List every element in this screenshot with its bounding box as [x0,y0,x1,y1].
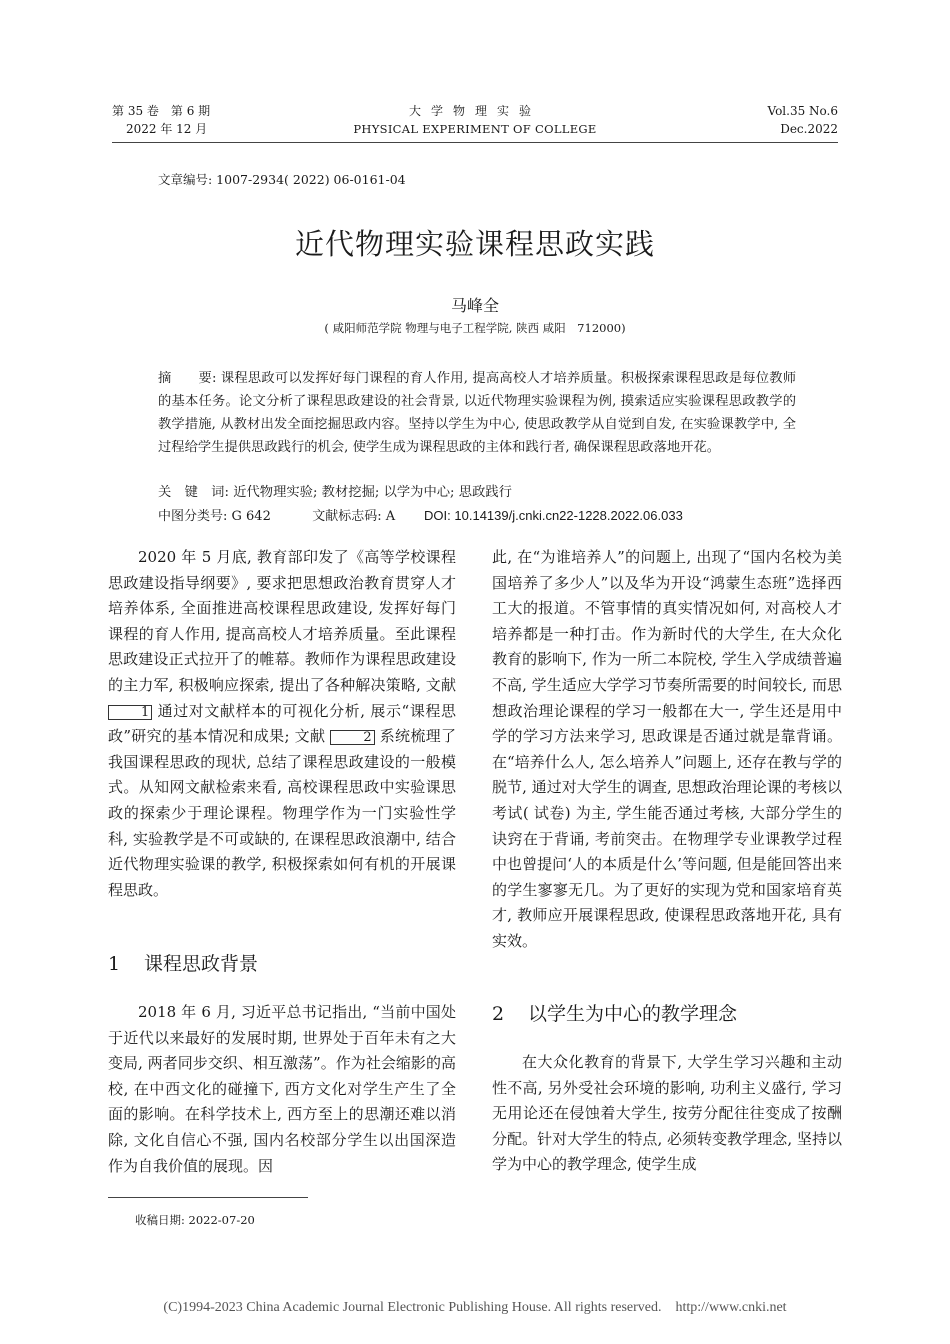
citation-2[interactable]: 2 [330,730,374,745]
received-date: 收稿日期: 2022-07-20 [135,1213,255,1227]
section-1-paragraph: 2018 年 6 月, 习近平总书记指出, “当前中国处于近代以来最好的发展时期, 世界处于百年未有之大变局, 两者同步交织、相互激荡”。作为社会缩影的高校, 在中西文化的碰撞下, 西方文化对学生产生了全面的影响。在科学技术上, 西方至上的思潮还难以消除, 文化自信心不强, 国内名校部分学生以出国深造作为自我价值的展现。因 [108,1003,456,1175]
classification-line [158,504,818,528]
section-2-number: 2 [492,1003,505,1025]
header-vol-no: Vol.35 No.6 [767,104,838,118]
abstract [158,367,796,459]
abstract-text: 课程思政可以发挥好每门课程的育人作用, 提高高校人才培养质量。积极探索课程思政是每位教师的基本任务。论文分析了课程思政建设的社会背景, 以近代物理实验课程为例, 摸索适应实验课程思政教学的教学措施, 从教材出发全面挖掘思政内容。坚持以学生为中心, 使思政教学从自觉到自发, 在实验课教学中, 全过程给学生提供思政践行的机会, 使学生成为课程思政的主体和践行者, 确保课程思政落地开花。 [158,371,796,455]
clc-label: 中图分类号: [158,509,228,524]
intro-paragraph [108,545,456,903]
doi-value: 10.14139/j.cnki.cn22-1228.2022.06.033 [450,508,683,523]
keywords-label: 关 键 词: [158,485,229,500]
section-1-number: 1 [108,953,121,975]
header-volume: 第 35 卷 第 6 期 [112,104,211,118]
article-number: 文章编号: 1007-2934( 2022) 06-0161-04 [158,172,406,187]
section-1-body [108,1000,456,1179]
section-1-title: 课程思政背景 [144,953,259,975]
section-2-heading [492,1000,737,1028]
doc-code-value: A [381,509,396,524]
intro-text-b: 通过对文献样本的可视化分析, 展示“课程思政”研究的基本情况和成果; 文献 [108,701,456,746]
header-rule [112,142,838,143]
journal-name-cn: 大学物理实验 [408,104,541,118]
header-volume-en [768,102,839,138]
paper-title: 近代物理实验课程思政实践 [294,227,655,261]
copyright-notice: (C)1994-2023 China Academic Journal Electronic Publishing House. All rights reserved. http://www.cnki.net [163,1300,787,1315]
abstract-label: 摘 要: [158,371,217,386]
right-column [492,545,842,955]
section-2-paragraph: 在大众化教育的背景下, 大学生学习兴趣和主动性不高, 另外受社会环境的影响, 功利主义盛行, 学习无用论还在侵蚀着大学生, 按劳分配往往变成了按酬分配。针对大学生的特点, 必须转变教学理念, 坚持以学为中心的教学理念, 使学生成 [492,1053,842,1174]
header-month: Dec.2022 [780,122,838,136]
section-1-heading [108,950,258,978]
footnote-rule [108,1197,308,1198]
continued-paragraph: 此, 在“为谁培养人”的问题上, 出现了“国内名校为美国培养了多少人”以及华为开设“鸿蒙生态班”选择西工大的报道。不管事情的真实情况如何, 对高校人才培养都是一种打击。作为新时代的大学生, 在大众化教育的影响下, 作为一所二本院校, 学生入学成绩普遍不高, 学生适应大学学习节奏所需要的时间较长, 而思想政治理论课程的学习一般都在大一, 学生还是用中学的学习方法来学习, 思政课是否通过就是靠背诵。在“培养什么人, 怎么培养人”问题上, 还存在教与学的脱节, 通过对大学生的调查, 思想政治理论课的考核以考试( 试卷) 为主, 学生能否通过考核, 大部分学生的诀窍在于背诵, 考前突击。在物理学专业课教学过程中也曾提问‘人的本质是什么’等问题, 但是能回答出来的学生寥寥无几。为了更好的实现为党和国家培育英才, 教师应开展课程思政, 使课程思政落地开花, 具有实效。 [492,548,842,950]
keywords [158,481,796,504]
journal-name-en: PHYSICAL EXPERIMENT OF COLLEGE [353,122,597,136]
left-column [108,545,456,903]
affiliation: ( 咸阳师范学院 物理与电子工程学院, 陕西 咸阳 712000) [324,321,626,335]
intro-text-a: 2020 年 5 月底, 教育部印发了《高等学校课程思政建设指导纲要》, 要求把思想政治教育贯穿人才培养体系, 全面推进高校课程思政建设, 发挥好每门课程的育人作用, 提高高校人才培养质量。至此课程思政建设正式拉开了的帷幕。教师作为课程思政建设的主力军, 积极响应探索, 提出了各种解决策略, 文献 [108,548,456,694]
keywords-text: 近代物理实验; 教材挖掘; 以学为中心; 思政践行 [228,485,512,500]
doc-code-label: 文献标志码: [312,509,382,524]
citation-1[interactable]: 1 [108,705,152,720]
section-2-title: 以学生为中心的教学理念 [528,1003,738,1025]
header-date: 2022 年 12 月 [126,122,208,136]
section-2-body [492,1050,842,1178]
clc-value: G 642 [227,509,271,524]
author-name: 马峰全 [450,296,499,315]
intro-text-c: 系统梳理了我国课程思政的现状, 总结了课程思政建设的一般模式。从知网文献检索来看, 高校课程思政中实验课思政的探索少于理论课程。物理学作为一门实验性学科, 实验教学是不可或缺的, 在课程思政浪潮中, 结合近代物理实验课的教学, 积极探索如何有机的开展课程思政。 [108,727,456,899]
doi-label: DOI: [424,508,451,523]
